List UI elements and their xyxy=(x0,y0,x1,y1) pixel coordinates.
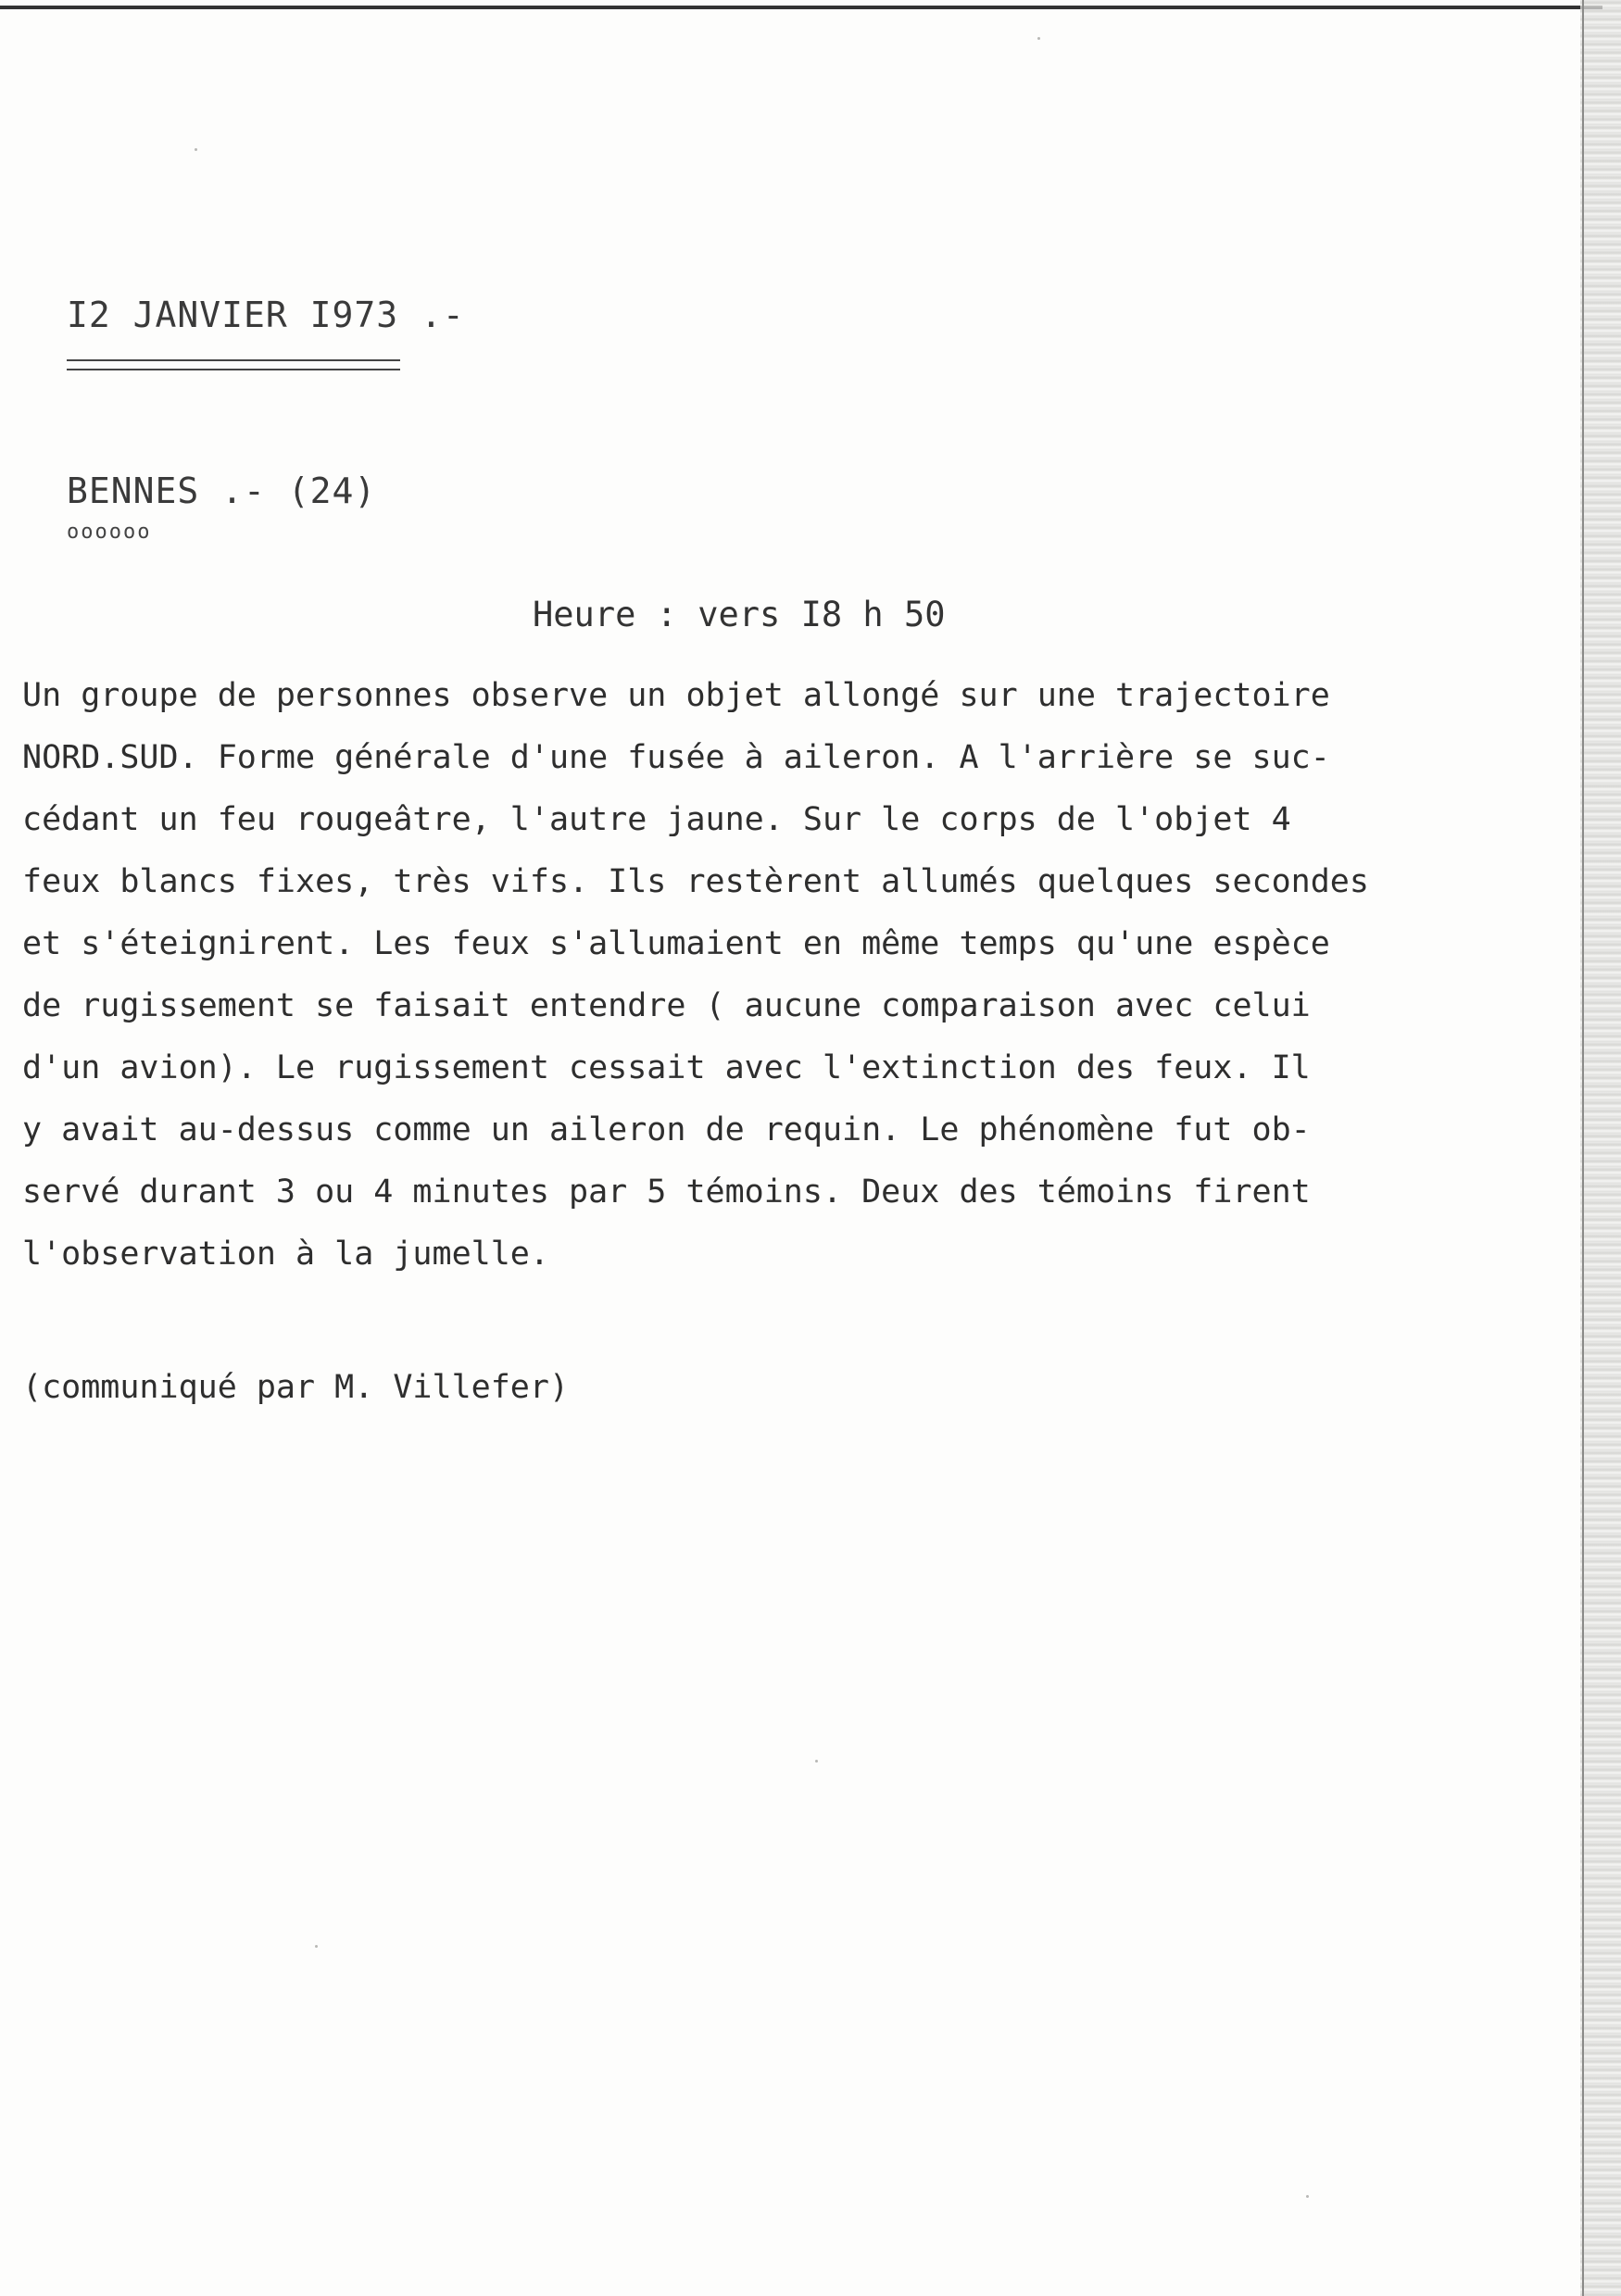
scanned-right-edge xyxy=(1580,0,1621,2296)
date-underline xyxy=(67,359,400,370)
credit-line: (communiqué par M. Villefer) xyxy=(22,1369,570,1406)
scan-speck xyxy=(815,1760,818,1763)
time-line: Heure : vers I8 h 50 xyxy=(533,595,946,634)
paragraph-line: feux blancs fixes, très vifs. Ils restèrent allumés quelques secondes xyxy=(22,863,1369,900)
scan-speck xyxy=(195,148,197,151)
paragraph-line: d'un avion). Le rugissement cessait avec l'extinction des feux. Il xyxy=(22,1049,1311,1086)
paragraph-line: et s'éteignirent. Les feux s'allumaient en même temps qu'une espèce xyxy=(22,925,1330,962)
place-underline: oooooo xyxy=(67,521,152,544)
place-heading: BENNES .- (24) xyxy=(67,470,377,511)
paragraph-line: de rugissement se faisait entendre ( aucune comparaison avec celui xyxy=(22,987,1311,1024)
paragraph-line: NORD.SUD. Forme générale d'une fusée à aileron. A l'arrière se suc- xyxy=(22,739,1330,776)
scan-speck xyxy=(1306,2195,1309,2198)
paragraph-line: servé durant 3 ou 4 minutes par 5 témoins. Deux des témoins firent xyxy=(22,1173,1311,1211)
paragraph-line: Un groupe de personnes observe un objet allongé sur une trajectoire xyxy=(22,677,1330,714)
paragraph-line: l'observation à la jumelle. xyxy=(22,1236,549,1273)
paragraph-line: cédant un feu rougeâtre, l'autre jaune. Sur le corps de l'objet 4 xyxy=(22,801,1291,838)
top-edge-rule xyxy=(0,6,1602,9)
right-edge-line xyxy=(1582,0,1584,2296)
date-heading: I2 JANVIER I973 .- xyxy=(67,295,465,335)
scan-speck xyxy=(315,1945,318,1948)
scan-speck xyxy=(1037,37,1040,40)
paragraph-line: y avait au-dessus comme un aileron de requin. Le phénomène fut ob- xyxy=(22,1111,1311,1148)
observation-paragraph xyxy=(22,665,1560,1286)
